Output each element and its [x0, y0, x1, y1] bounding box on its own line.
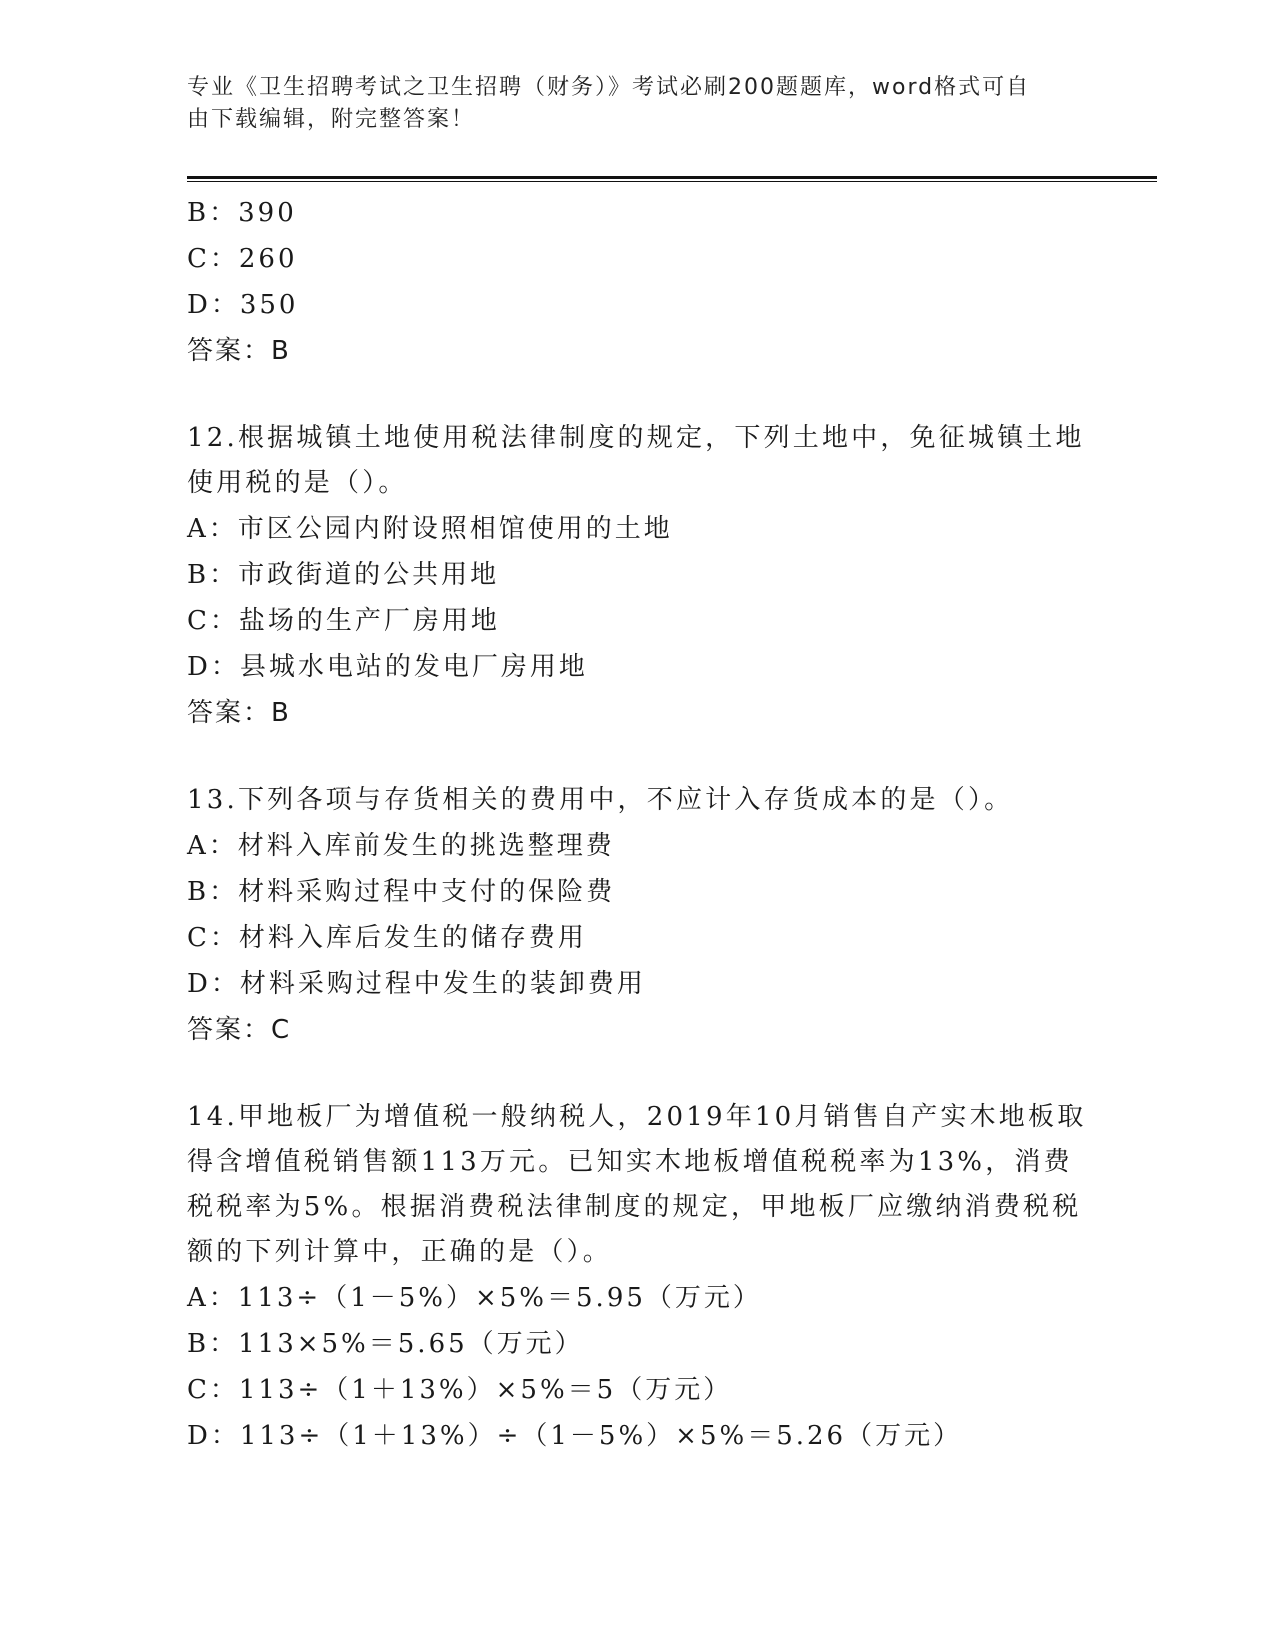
question-11 [187, 190, 1087, 374]
option-b: B：390 [187, 198, 297, 228]
answer: 答案：B [187, 336, 291, 366]
option-c: C：260 [187, 244, 298, 274]
question-stem-line: 额的下列计算中，正确的是（）。 [187, 1237, 613, 1267]
header-line-1: 专业《卫生招聘考试之卫生招聘（财务）》考试必刷200题题库，word格式可自 [187, 75, 1031, 100]
question-stem-line: 14.甲地板厂为增值税一般纳税人，2019年10月销售自产实木地板取 [187, 1102, 1087, 1132]
option-d: D：350 [187, 290, 299, 320]
option-c: C：材料入库后发生的储存费用 [187, 923, 587, 953]
header-divider-thick [187, 176, 1157, 179]
option-b: B：材料采购过程中支付的保险费 [187, 877, 616, 907]
question-stem-line: 得含增值税销售额113万元。已知实木地板增值税税率为13%，消费 [187, 1147, 1073, 1177]
option-b: B：市政街道的公共用地 [187, 560, 500, 590]
answer: 答案：B [187, 698, 291, 728]
option-a: A：113÷（1－5%）×5%＝5.95（万元） [187, 1283, 762, 1313]
header-divider-thin [187, 181, 1157, 182]
question-stem-line: 12.根据城镇土地使用税法律制度的规定，下列土地中，免征城镇土地 [187, 423, 1085, 453]
option-a: A：材料入库前发生的挑选整理费 [187, 831, 615, 861]
question-stem-line: 13.下列各项与存货相关的费用中，不应计入存货成本的是（）。 [187, 785, 1014, 815]
option-d: D：材料采购过程中发生的装卸费用 [187, 969, 646, 999]
option-a: A：市区公园内附设照相馆使用的土地 [187, 514, 673, 544]
question-14 [187, 1095, 1087, 1459]
option-c: C：盐场的生产厂房用地 [187, 606, 500, 636]
header-line-2: 由下载编辑，附完整答案！ [187, 107, 476, 132]
option-b: B：113×5%＝5.65（万元） [187, 1329, 584, 1359]
document-header [187, 72, 1067, 136]
option-c: C：113÷（1＋13%）×5%＝5（万元） [187, 1375, 733, 1405]
answer: 答案：C [187, 1015, 292, 1045]
question-stem-line: 使用税的是（）。 [187, 468, 408, 498]
question-stem-line: 税税率为5%。根据消费税法律制度的规定，甲地板厂应缴纳消费税税 [187, 1192, 1082, 1222]
question-13 [187, 778, 1087, 1053]
question-list [187, 190, 1087, 1459]
option-d: D：113÷（1＋13%）÷（1－5%）×5%＝5.26（万元） [187, 1421, 963, 1451]
option-d: D：县城水电站的发电厂房用地 [187, 652, 588, 682]
question-12 [187, 416, 1087, 736]
